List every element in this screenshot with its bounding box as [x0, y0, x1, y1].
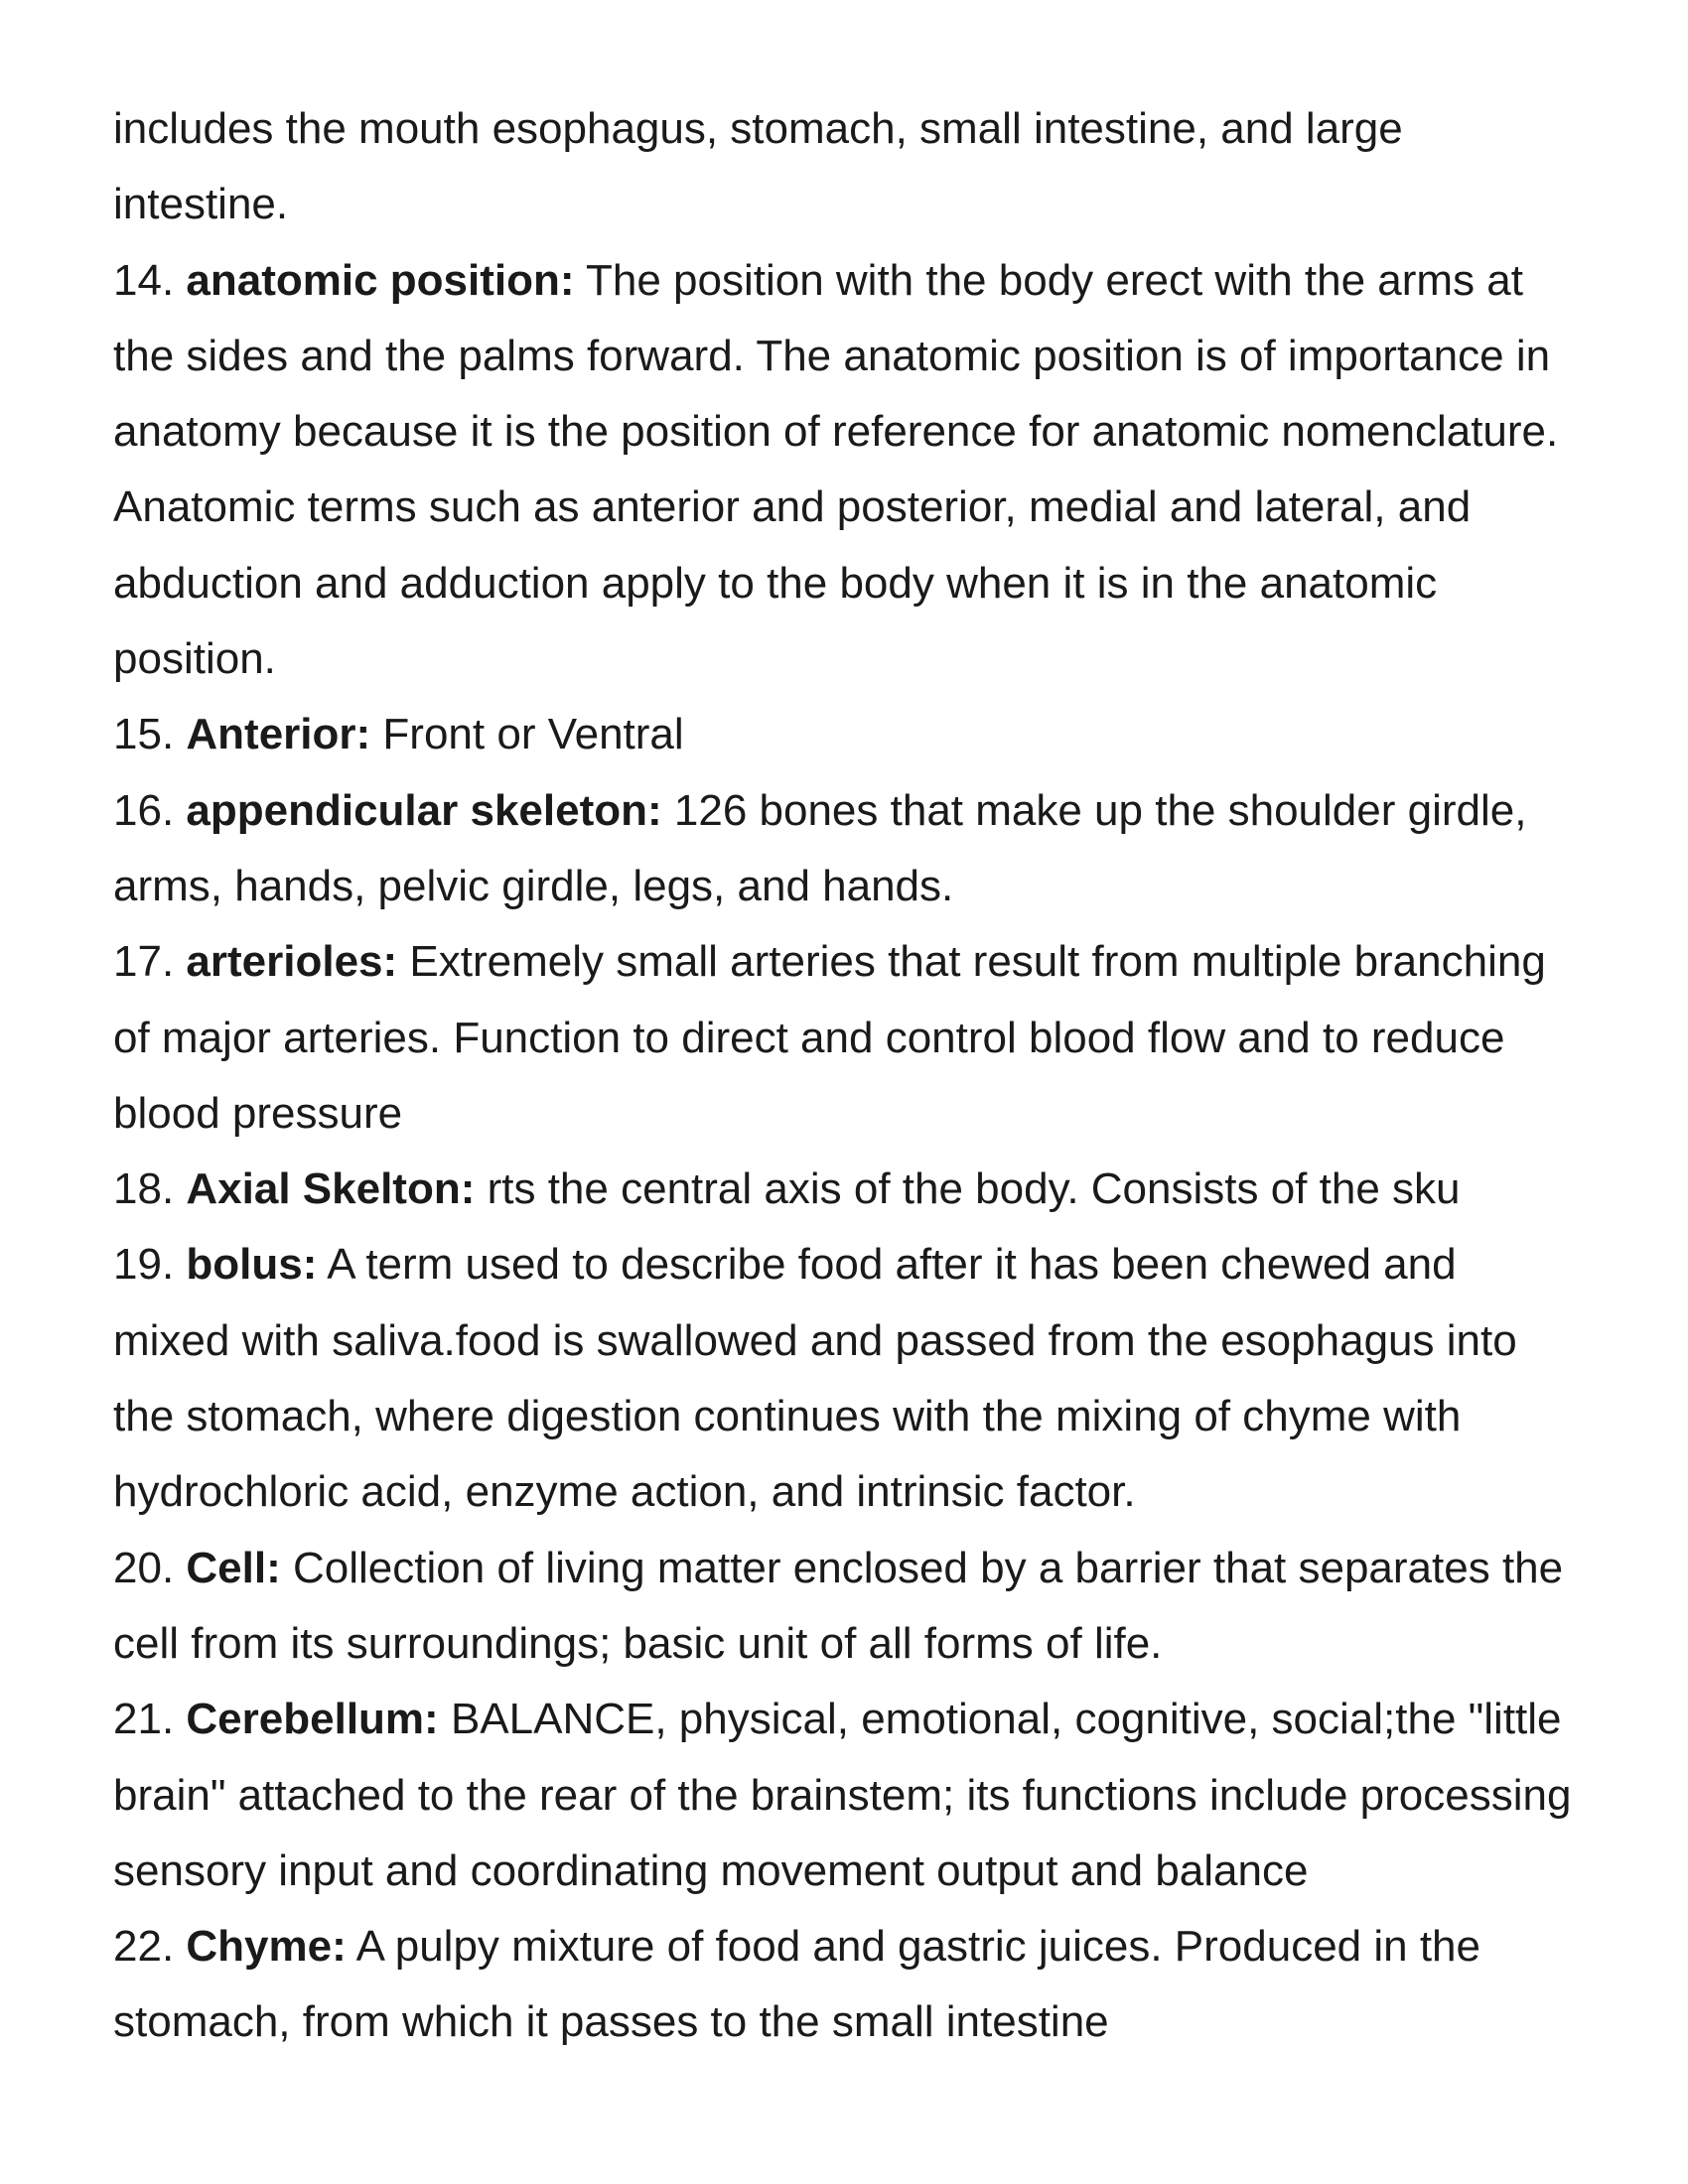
entry-definition: rts the central axis of the body. Consists of the sku [487, 1164, 1461, 1214]
entry-term: appendicular skeleton: [186, 785, 662, 835]
entry-definition: 126 bones that make up the shoulder girdle, arms, hands, pelvic girdle, legs, and hands. [113, 785, 1527, 910]
entry-number: 20. [113, 1543, 175, 1592]
entry-number: 18. [113, 1164, 175, 1214]
entry-definition: Collection of living matter enclosed by a barrier that separates the cell from its surroundings; basic unit of all forms of life. [113, 1543, 1564, 1668]
entry-number: 14. [113, 255, 175, 305]
entry-term: arterioles: [186, 937, 398, 987]
glossary-entry-15 [113, 697, 1583, 772]
entry-definition: The position with the body erect with the arms at the sides and the palms forward. The anatomic position is of importance in anatomy because it is the position of reference for anatomic nomenclature. Anatomic terms such as anterior and posterior, medial and lateral, and abduction and adduction apply to the body when it is in the anatomic position. [113, 255, 1559, 684]
glossary-entry-16 [113, 773, 1583, 925]
glossary-entry-17 [113, 924, 1583, 1152]
glossary-entry-20 [113, 1531, 1583, 1683]
entry-number: 21. [113, 1695, 175, 1744]
entry-term: Cerebellum: [186, 1695, 439, 1744]
entry-number: 15. [113, 710, 175, 759]
entry-term: anatomic position: [186, 255, 575, 305]
glossary-entry-22 [113, 1909, 1583, 2061]
entry-number: 16. [113, 785, 175, 835]
entry-definition: Extremely small arteries that result from multiple branching of major arteries. Function to direct and control blood flow and to reduce blood pressure [113, 937, 1546, 1138]
entry-definition: Front or Ventral [382, 710, 684, 759]
entry-term: Chyme: [186, 1922, 347, 1972]
glossary-entry-18 [113, 1152, 1583, 1227]
glossary-page [113, 91, 1583, 2061]
entry-definition: A term used to describe food after it has been chewed and mixed with saliva.food is swallowed and passed from the esophagus into the stomach, where digestion continues with the mixing of chyme with hydrochloric acid, enzyme action, and intrinsic factor. [113, 1240, 1517, 1517]
glossary-entry-14 [113, 243, 1583, 698]
glossary-entry-21 [113, 1682, 1583, 1909]
entry-term: Axial Skelton: [186, 1164, 476, 1214]
entry-term: Anterior: [186, 710, 371, 759]
entry-number: 19. [113, 1240, 175, 1290]
entry-term: bolus: [186, 1240, 318, 1290]
glossary-entry-19 [113, 1227, 1583, 1530]
entry-number: 22. [113, 1922, 175, 1972]
continuation-text: includes the mouth esophagus, stomach, small intestine, and large intestine. [113, 104, 1403, 229]
entry-term: Cell: [186, 1543, 281, 1592]
entry-number: 17. [113, 937, 175, 987]
entry-definition: BALANCE, physical, emotional, cognitive, social;the "little brain" attached to the rear of the brainstem; its functions include processing sensory input and coordinating movement output and balance [113, 1695, 1572, 1895]
entry-definition: A pulpy mixture of food and gastric juices. Produced in the stomach, from which it passes to the small intestine [113, 1922, 1480, 2047]
